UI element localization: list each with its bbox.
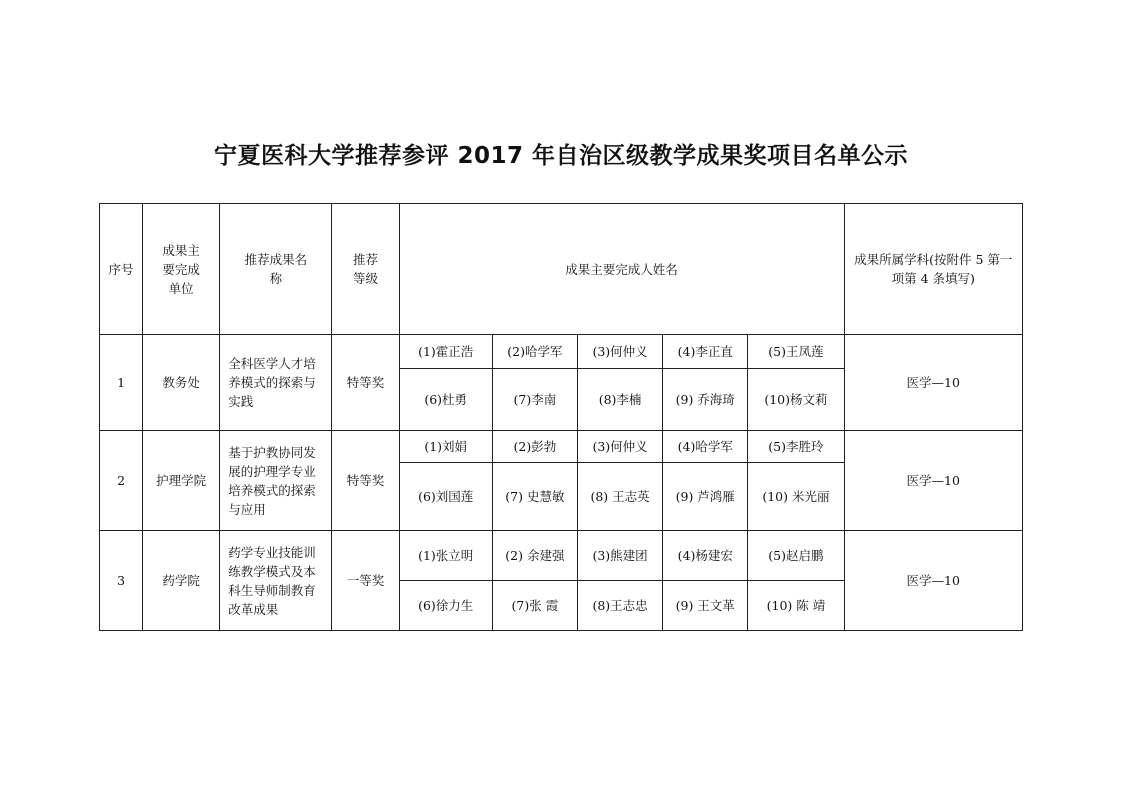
person-name: (7) 史慧敏 <box>492 463 577 531</box>
row-project-name: 药学专业技能训练教学模式及本科生导师制教育改革成果 <box>220 531 332 631</box>
person-name: (2) 余建强 <box>492 531 577 581</box>
person-name: (5)赵启鹏 <box>748 531 844 581</box>
row-discipline: 医学—10 <box>844 431 1022 531</box>
person-name: (7)李南 <box>492 369 577 431</box>
table-row <box>100 335 1023 369</box>
person-name: (6)刘国莲 <box>399 463 492 531</box>
row-seq: 1 <box>100 335 143 431</box>
person-name: (2)哈学军 <box>492 335 577 369</box>
person-name: (4)李正直 <box>663 335 748 369</box>
person-name: (6)徐力生 <box>399 581 492 631</box>
person-name: (4)杨建宏 <box>663 531 748 581</box>
person-name: (1)霍正浩 <box>399 335 492 369</box>
person-name: (10) 米光丽 <box>748 463 844 531</box>
person-name: (8)王志忠 <box>577 581 662 631</box>
person-name: (4)哈学军 <box>663 431 748 463</box>
person-name: (9) 乔海琦 <box>663 369 748 431</box>
person-name: (5)王凤莲 <box>748 335 844 369</box>
table-row <box>100 431 1023 463</box>
row-grade: 特等奖 <box>332 335 399 431</box>
header-unit: 成果主要完成单位 <box>143 204 220 335</box>
person-name: (8)李楠 <box>577 369 662 431</box>
page-title: 宁夏医科大学推荐参评 2017 年自治区级教学成果奖项目名单公示 <box>213 143 909 169</box>
header-seq: 序号 <box>100 204 143 335</box>
row-project-name: 基于护教协同发展的护理学专业培养模式的探索与应用 <box>220 431 332 531</box>
row-discipline: 医学—10 <box>844 335 1022 431</box>
header-discipline: 成果所属学科(按附件 5 第一项第 4 条填写) <box>844 204 1022 335</box>
person-name: (2)彭勃 <box>492 431 577 463</box>
table-row <box>100 531 1023 581</box>
person-name: (9) 王文革 <box>663 581 748 631</box>
person-name: (5)李胜玲 <box>748 431 844 463</box>
table-header-row <box>100 204 1023 335</box>
person-name: (9) 芦鸿雁 <box>663 463 748 531</box>
row-seq: 3 <box>100 531 143 631</box>
row-unit: 护理学院 <box>143 431 220 531</box>
row-unit: 教务处 <box>143 335 220 431</box>
person-name: (10) 陈 靖 <box>748 581 844 631</box>
person-name: (10)杨文莉 <box>748 369 844 431</box>
person-name: (6)杜勇 <box>399 369 492 431</box>
header-grade: 推荐等级 <box>332 204 399 335</box>
row-grade: 特等奖 <box>332 431 399 531</box>
person-name: (3)熊建团 <box>577 531 662 581</box>
row-grade: 一等奖 <box>332 531 399 631</box>
person-name: (8) 王志英 <box>577 463 662 531</box>
row-unit: 药学院 <box>143 531 220 631</box>
person-name: (1)刘娟 <box>399 431 492 463</box>
person-name: (7)张 霞 <box>492 581 577 631</box>
person-name: (3)何仲义 <box>577 431 662 463</box>
row-project-name: 全科医学人才培养模式的探索与实践 <box>220 335 332 431</box>
header-persons: 成果主要完成人姓名 <box>399 204 844 335</box>
row-discipline: 医学—10 <box>844 531 1022 631</box>
award-list-table <box>99 203 1023 631</box>
person-name: (1)张立明 <box>399 531 492 581</box>
row-seq: 2 <box>100 431 143 531</box>
person-name: (3)何仲义 <box>577 335 662 369</box>
header-project-name: 推荐成果名称 <box>220 204 332 335</box>
